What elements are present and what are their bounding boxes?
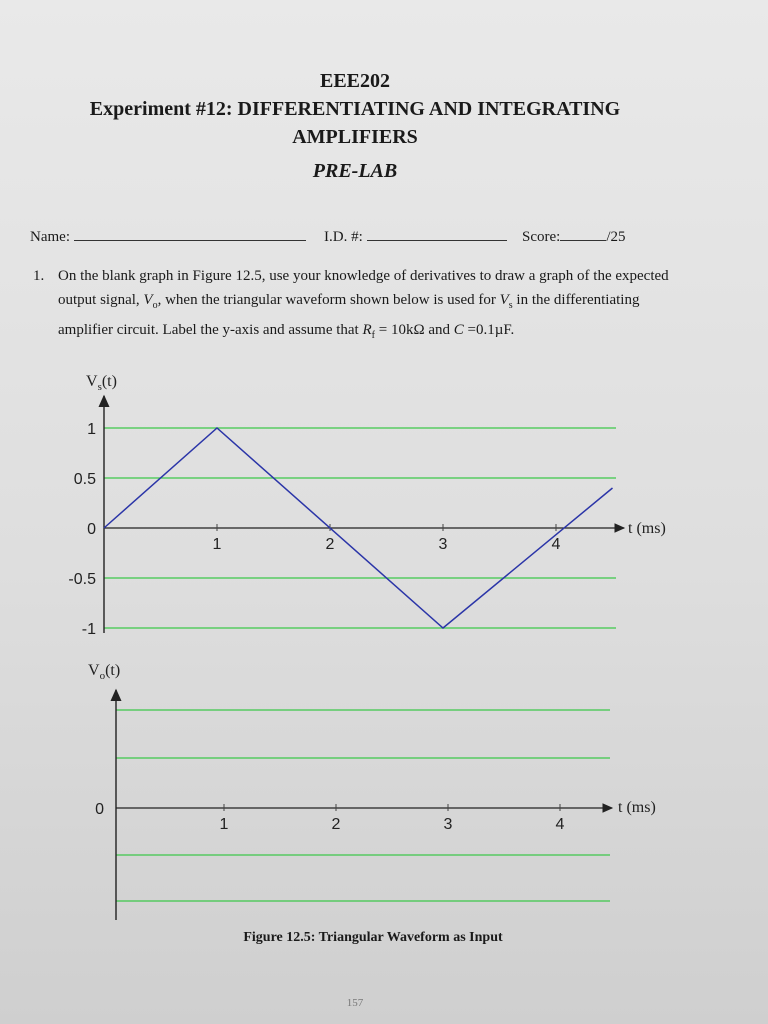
score-total: /25 — [606, 229, 626, 245]
prelab-heading: PRE-LAB — [312, 160, 398, 182]
x-axis-label: t (ms) — [628, 520, 666, 537]
page-number: 157 — [346, 997, 364, 1009]
course-code: EEE202 — [319, 70, 391, 92]
y-axis-label: $V_s(t)$ — [86, 373, 117, 393]
y-tick-label: 0 — [87, 521, 96, 538]
x-tick-label: 3 — [443, 816, 453, 833]
experiment-title-continued: AMPLIFIERS — [292, 126, 418, 148]
y-tick-label: -0.5 — [68, 571, 96, 588]
question-number: 1. — [33, 268, 45, 284]
x-tick-label: 1 — [212, 536, 222, 553]
x-tick-label: 1 — [219, 816, 229, 833]
question-text: On the blank graph in Figure 12.5, use your knowledge of derivatives to draw a graph of the expected output signal, $V_o$, when the triangular waveform shown below is used for $V_s$ in the differentiating amplifier circuit. Label the y-axis and assume that $R_f = 10k\Omega$ and C =0.1µF. — [58, 268, 669, 341]
output-waveform-chart[interactable] — [88, 662, 656, 920]
x-tick-label: 2 — [325, 536, 335, 553]
x-axis-label: t (ms) — [618, 799, 656, 816]
score-label: Score: — [522, 229, 561, 245]
x-tick-label: 4 — [555, 816, 565, 833]
y-axis-label: $V_o(t)$ — [88, 662, 121, 682]
input-waveform-chart — [68, 373, 665, 638]
id-label: I.D. #: — [324, 229, 363, 245]
x-tick-label: 4 — [551, 536, 561, 553]
name-label: Name: — [30, 229, 70, 245]
y-tick-label: 0 — [95, 801, 104, 818]
y-tick-label: -1 — [81, 621, 96, 638]
figure-caption: Figure 12.5: Triangular Waveform as Input — [243, 930, 503, 945]
x-tick-label: 3 — [438, 536, 448, 553]
y-tick-label: 1 — [87, 421, 96, 438]
experiment-title: Experiment #12: DIFFERENTIATING AND INTEGRATING — [89, 98, 621, 120]
y-tick-label: 0.5 — [73, 471, 96, 488]
x-tick-label: 2 — [331, 816, 341, 833]
